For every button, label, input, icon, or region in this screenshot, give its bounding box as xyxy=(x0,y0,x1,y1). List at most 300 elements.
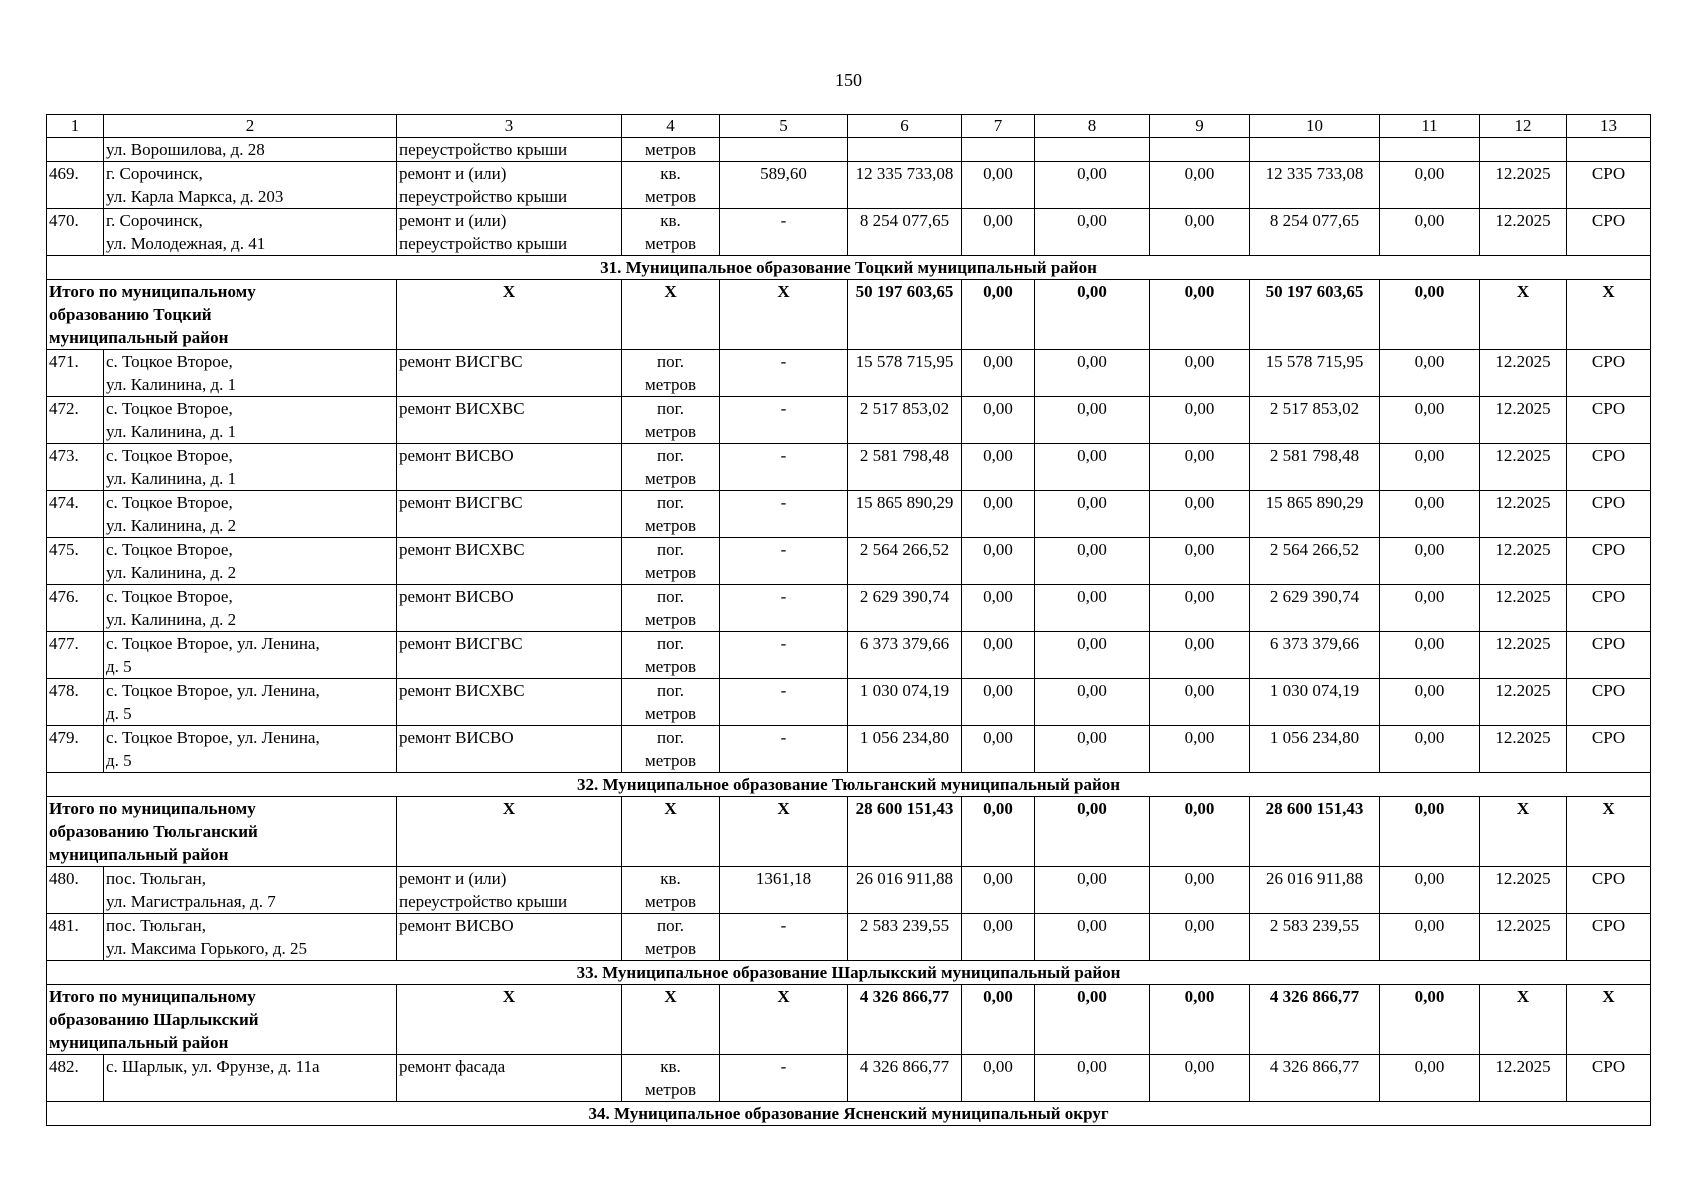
value-cell: 0,00 xyxy=(1150,444,1250,491)
value-cell: 12.2025 xyxy=(1480,632,1567,679)
value-cell: 589,60 xyxy=(720,162,848,209)
cell-line: д. 5 xyxy=(106,751,132,770)
value-cell: - xyxy=(720,444,848,491)
value-cell: 0,00 xyxy=(1380,209,1480,256)
total-cell: 0,00 xyxy=(1380,985,1480,1055)
unit-cell xyxy=(622,350,720,397)
value-cell: 0,00 xyxy=(1380,914,1480,961)
table-row xyxy=(47,350,1651,397)
work-type-cell xyxy=(397,491,622,538)
work-type-cell xyxy=(397,397,622,444)
cell-line: ремонт ВИСВО xyxy=(399,916,514,935)
cell-line: пог. xyxy=(657,634,684,653)
value-cell: 12.2025 xyxy=(1480,444,1567,491)
cell-line: Итого по муниципальному xyxy=(49,987,256,1006)
cell-line: пог. xyxy=(657,916,684,935)
page-number: 150 xyxy=(835,70,862,90)
value-cell: 6 373 379,66 xyxy=(1250,632,1380,679)
value-cell: 15 865 890,29 xyxy=(1250,491,1380,538)
value-cell: 0,00 xyxy=(1150,867,1250,914)
total-cell: 50 197 603,65 xyxy=(1250,280,1380,350)
unit-cell xyxy=(622,632,720,679)
cell-line: переустройство крыши xyxy=(399,140,568,159)
cell-line: кв. xyxy=(660,1057,681,1076)
total-cell: Х xyxy=(622,797,720,867)
total-cell: 0,00 xyxy=(962,985,1035,1055)
value-cell: 8 254 077,65 xyxy=(1250,209,1380,256)
total-cell: Х xyxy=(1567,797,1651,867)
cell-line: ремонт фасада xyxy=(399,1057,506,1076)
value-cell: 2 581 798,48 xyxy=(1250,444,1380,491)
cell-line: г. Сорочинск, xyxy=(106,164,203,183)
value-cell xyxy=(1150,138,1250,162)
value-cell xyxy=(1380,138,1480,162)
table-row xyxy=(47,397,1651,444)
value-cell: 0,00 xyxy=(1150,632,1250,679)
value-cell: - xyxy=(720,209,848,256)
value-cell xyxy=(720,138,848,162)
column-number-cell: 12 xyxy=(1480,115,1567,138)
work-type-cell xyxy=(397,585,622,632)
category-cell: СРО xyxy=(1567,397,1651,444)
value-cell: 0,00 xyxy=(1035,679,1150,726)
value-cell: 12.2025 xyxy=(1480,679,1567,726)
cell-line: пог. xyxy=(657,681,684,700)
category-cell: СРО xyxy=(1567,914,1651,961)
value-cell: 0,00 xyxy=(1380,444,1480,491)
work-type-cell xyxy=(397,209,622,256)
unit-cell xyxy=(622,397,720,444)
cell-line: переустройство крыши xyxy=(399,234,568,253)
work-type-cell xyxy=(397,679,622,726)
work-type-cell xyxy=(397,1055,622,1102)
address-cell xyxy=(104,350,397,397)
cell-line: Итого по муниципальному xyxy=(49,799,256,818)
category-cell xyxy=(1567,138,1651,162)
value-cell: 0,00 xyxy=(1150,162,1250,209)
unit-cell xyxy=(622,914,720,961)
cell-line: с. Шарлык, ул. Фрунзе, д. 11а xyxy=(106,1057,320,1076)
value-cell: 12 335 733,08 xyxy=(1250,162,1380,209)
cell-line: ул. Молодежная, д. 41 xyxy=(106,234,266,253)
unit-cell xyxy=(622,679,720,726)
address-cell xyxy=(104,491,397,538)
row-number: 479. xyxy=(47,726,104,773)
section-row xyxy=(47,961,1651,985)
value-cell: - xyxy=(720,491,848,538)
unit-cell xyxy=(622,1055,720,1102)
column-number-cell: 10 xyxy=(1250,115,1380,138)
work-type-cell xyxy=(397,867,622,914)
cell-line: ул. Калинина, д. 1 xyxy=(106,422,237,441)
total-cell: 0,00 xyxy=(1150,797,1250,867)
table-row xyxy=(47,914,1651,961)
cell-line: ул. Магистральная, д. 7 xyxy=(106,892,276,911)
cell-line: кв. xyxy=(660,211,681,230)
value-cell: 15 578 715,95 xyxy=(848,350,962,397)
row-number: 482. xyxy=(47,1055,104,1102)
value-cell: 0,00 xyxy=(962,444,1035,491)
value-cell: 1 056 234,80 xyxy=(848,726,962,773)
address-cell xyxy=(104,867,397,914)
value-cell: 12.2025 xyxy=(1480,350,1567,397)
value-cell: 0,00 xyxy=(1380,867,1480,914)
column-number-cell: 6 xyxy=(848,115,962,138)
address-cell xyxy=(104,397,397,444)
total-label xyxy=(47,797,397,867)
cell-line: ул. Калинина, д. 1 xyxy=(106,469,237,488)
value-cell: 0,00 xyxy=(1150,209,1250,256)
unit-cell xyxy=(622,867,720,914)
column-number-cell: 13 xyxy=(1567,115,1651,138)
cell-line: кв. xyxy=(660,164,681,183)
value-cell: 0,00 xyxy=(1380,632,1480,679)
value-cell: 26 016 911,88 xyxy=(1250,867,1380,914)
value-cell xyxy=(1250,138,1380,162)
column-number-cell: 5 xyxy=(720,115,848,138)
cell-line: ул. Максима Горького, д. 25 xyxy=(106,939,307,958)
value-cell: - xyxy=(720,350,848,397)
value-cell: 0,00 xyxy=(1150,350,1250,397)
total-cell: 0,00 xyxy=(1380,280,1480,350)
cell-line: ремонт ВИСХВС xyxy=(399,681,525,700)
value-cell: 12.2025 xyxy=(1480,491,1567,538)
total-row xyxy=(47,280,1651,350)
value-cell: 0,00 xyxy=(1380,585,1480,632)
section-title: 32. Муниципальное образование Тюльганский муниципальный район xyxy=(47,773,1651,797)
cell-line: метров xyxy=(645,516,696,535)
address-cell xyxy=(104,585,397,632)
table-row xyxy=(47,138,1651,162)
section-row xyxy=(47,1102,1651,1126)
unit-cell xyxy=(622,444,720,491)
address-cell xyxy=(104,679,397,726)
cell-line: метров xyxy=(645,892,696,911)
value-cell: - xyxy=(720,726,848,773)
cell-line: метров xyxy=(645,657,696,676)
total-label xyxy=(47,985,397,1055)
column-number-cell: 2 xyxy=(104,115,397,138)
value-cell: 0,00 xyxy=(1150,914,1250,961)
cell-line: с. Тоцкое Второе, xyxy=(106,399,233,418)
cell-line: пог. xyxy=(657,728,684,747)
total-cell: 4 326 866,77 xyxy=(1250,985,1380,1055)
total-cell: Х xyxy=(622,280,720,350)
value-cell: 0,00 xyxy=(962,538,1035,585)
column-number-cell: 11 xyxy=(1380,115,1480,138)
cell-line: д. 5 xyxy=(106,704,132,723)
value-cell: - xyxy=(720,914,848,961)
value-cell: 0,00 xyxy=(1035,350,1150,397)
column-number-cell: 4 xyxy=(622,115,720,138)
total-row xyxy=(47,985,1651,1055)
total-cell: Х xyxy=(720,985,848,1055)
address-cell xyxy=(104,914,397,961)
repair-schedule-table xyxy=(46,114,1651,1126)
cell-line: с. Тоцкое Второе, xyxy=(106,587,233,606)
value-cell: 0,00 xyxy=(1150,491,1250,538)
table-row xyxy=(47,1055,1651,1102)
address-cell xyxy=(104,162,397,209)
cell-line: метров xyxy=(645,939,696,958)
cell-line: метров xyxy=(645,469,696,488)
cell-line: ремонт ВИСГВС xyxy=(399,493,523,512)
unit-cell xyxy=(622,585,720,632)
value-cell: 0,00 xyxy=(1380,538,1480,585)
cell-line: ул. Калинина, д. 2 xyxy=(106,563,237,582)
column-number-cell: 1 xyxy=(47,115,104,138)
value-cell: 0,00 xyxy=(962,632,1035,679)
total-cell: 0,00 xyxy=(1035,280,1150,350)
total-cell: 4 326 866,77 xyxy=(848,985,962,1055)
unit-cell xyxy=(622,209,720,256)
value-cell: 2 583 239,55 xyxy=(848,914,962,961)
address-cell xyxy=(104,1055,397,1102)
category-cell: СРО xyxy=(1567,585,1651,632)
cell-line: ул. Ворошилова, д. 28 xyxy=(106,140,265,159)
table-row xyxy=(47,538,1651,585)
total-cell: Х xyxy=(1567,985,1651,1055)
table-row xyxy=(47,679,1651,726)
column-number-cell: 3 xyxy=(397,115,622,138)
table-row xyxy=(47,209,1651,256)
cell-line: с. Тоцкое Второе, ул. Ленина, xyxy=(106,681,320,700)
cell-line: пос. Тюльган, xyxy=(106,916,206,935)
total-cell: Х xyxy=(1480,797,1567,867)
category-cell: СРО xyxy=(1567,632,1651,679)
value-cell: 0,00 xyxy=(1380,1055,1480,1102)
total-cell: 0,00 xyxy=(1380,797,1480,867)
column-number-cell: 8 xyxy=(1035,115,1150,138)
cell-line: ремонт и (или) xyxy=(399,164,507,183)
work-type-cell xyxy=(397,914,622,961)
value-cell: 0,00 xyxy=(962,867,1035,914)
section-row xyxy=(47,773,1651,797)
total-cell: Х xyxy=(622,985,720,1055)
cell-line: пог. xyxy=(657,587,684,606)
value-cell: 0,00 xyxy=(1150,585,1250,632)
table-row xyxy=(47,585,1651,632)
section-title: 33. Муниципальное образование Шарлыкский муниципальный район xyxy=(47,961,1651,985)
value-cell: 0,00 xyxy=(1150,679,1250,726)
address-cell xyxy=(104,138,397,162)
value-cell: 0,00 xyxy=(1035,914,1150,961)
table-row xyxy=(47,632,1651,679)
value-cell: 12.2025 xyxy=(1480,585,1567,632)
total-cell: 0,00 xyxy=(1035,797,1150,867)
work-type-cell xyxy=(397,138,622,162)
cell-line: пог. xyxy=(657,399,684,418)
value-cell: 2 517 853,02 xyxy=(848,397,962,444)
value-cell: 0,00 xyxy=(1035,585,1150,632)
value-cell: 0,00 xyxy=(962,397,1035,444)
value-cell: 0,00 xyxy=(962,491,1035,538)
cell-line: ремонт ВИСГВС xyxy=(399,352,523,371)
cell-line: Итого по муниципальному xyxy=(49,282,256,301)
value-cell: 0,00 xyxy=(1035,726,1150,773)
cell-line: муниципальный район xyxy=(49,1033,229,1052)
cell-line: г. Сорочинск, xyxy=(106,211,203,230)
value-cell: 0,00 xyxy=(1150,1055,1250,1102)
work-type-cell xyxy=(397,350,622,397)
category-cell: СРО xyxy=(1567,538,1651,585)
total-cell: Х xyxy=(1567,280,1651,350)
value-cell: - xyxy=(720,1055,848,1102)
table-row xyxy=(47,726,1651,773)
cell-line: метров xyxy=(645,610,696,629)
cell-line: метров xyxy=(645,375,696,394)
value-cell: 2 583 239,55 xyxy=(1250,914,1380,961)
value-cell: 12.2025 xyxy=(1480,1055,1567,1102)
value-cell: 0,00 xyxy=(962,914,1035,961)
table-row xyxy=(47,867,1651,914)
cell-line: с. Тоцкое Второе, xyxy=(106,446,233,465)
table-row xyxy=(47,491,1651,538)
cell-line: с. Тоцкое Второе, xyxy=(106,493,233,512)
cell-line: образованию Тоцкий xyxy=(49,305,212,324)
value-cell: 0,00 xyxy=(962,162,1035,209)
value-cell: 0,00 xyxy=(962,209,1035,256)
value-cell: 0,00 xyxy=(962,350,1035,397)
value-cell: 6 373 379,66 xyxy=(848,632,962,679)
value-cell xyxy=(962,138,1035,162)
category-cell: СРО xyxy=(1567,350,1651,397)
cell-line: метров xyxy=(645,1080,696,1099)
value-cell: 15 578 715,95 xyxy=(1250,350,1380,397)
section-title: 31. Муниципальное образование Тоцкий муниципальный район xyxy=(47,256,1651,280)
row-number: 477. xyxy=(47,632,104,679)
total-cell: Х xyxy=(720,280,848,350)
value-cell: 0,00 xyxy=(1035,397,1150,444)
value-cell: 1361,18 xyxy=(720,867,848,914)
row-number: 473. xyxy=(47,444,104,491)
value-cell: 12.2025 xyxy=(1480,538,1567,585)
cell-line: с. Тоцкое Второе, xyxy=(106,352,233,371)
section-row xyxy=(47,256,1651,280)
cell-line: метров xyxy=(645,140,696,159)
row-number: 475. xyxy=(47,538,104,585)
value-cell xyxy=(848,138,962,162)
total-cell: 0,00 xyxy=(1035,985,1150,1055)
column-number-cell: 9 xyxy=(1150,115,1250,138)
cell-line: муниципальный район xyxy=(49,328,229,347)
value-cell: 0,00 xyxy=(1380,162,1480,209)
address-cell xyxy=(104,538,397,585)
work-type-cell xyxy=(397,162,622,209)
work-type-cell xyxy=(397,538,622,585)
unit-cell xyxy=(622,538,720,585)
value-cell: - xyxy=(720,397,848,444)
category-cell: СРО xyxy=(1567,162,1651,209)
cell-line: пог. xyxy=(657,352,684,371)
value-cell: 12 335 733,08 xyxy=(848,162,962,209)
category-cell: СРО xyxy=(1567,679,1651,726)
value-cell: 2 581 798,48 xyxy=(848,444,962,491)
table-row xyxy=(47,444,1651,491)
value-cell: 0,00 xyxy=(1035,444,1150,491)
work-type-cell xyxy=(397,726,622,773)
cell-line: кв. xyxy=(660,869,681,888)
cell-line: ремонт и (или) xyxy=(399,869,507,888)
cell-line: д. 5 xyxy=(106,657,132,676)
value-cell xyxy=(1480,138,1567,162)
value-cell: 0,00 xyxy=(1380,491,1480,538)
value-cell: 0,00 xyxy=(1150,726,1250,773)
value-cell: 1 030 074,19 xyxy=(1250,679,1380,726)
cell-line: муниципальный район xyxy=(49,845,229,864)
value-cell: 0,00 xyxy=(1035,538,1150,585)
cell-line: ремонт и (или) xyxy=(399,211,507,230)
table-row xyxy=(47,162,1651,209)
value-cell: - xyxy=(720,679,848,726)
unit-cell xyxy=(622,491,720,538)
cell-line: метров xyxy=(645,234,696,253)
row-number: 474. xyxy=(47,491,104,538)
value-cell: 12.2025 xyxy=(1480,726,1567,773)
cell-line: переустройство крыши xyxy=(399,187,568,206)
value-cell: 0,00 xyxy=(1035,491,1150,538)
cell-line: ул. Карла Маркса, д. 203 xyxy=(106,187,284,206)
value-cell: - xyxy=(720,585,848,632)
cell-line: ул. Калинина, д. 2 xyxy=(106,516,237,535)
value-cell: 12.2025 xyxy=(1480,867,1567,914)
unit-cell xyxy=(622,138,720,162)
total-cell: 28 600 151,43 xyxy=(1250,797,1380,867)
cell-line: метров xyxy=(645,563,696,582)
value-cell: 0,00 xyxy=(962,679,1035,726)
value-cell: 4 326 866,77 xyxy=(848,1055,962,1102)
row-number: 476. xyxy=(47,585,104,632)
value-cell: 0,00 xyxy=(1380,679,1480,726)
address-cell xyxy=(104,726,397,773)
cell-line: ремонт ВИСВО xyxy=(399,587,514,606)
cell-line: ремонт ВИСХВС xyxy=(399,399,525,418)
total-cell: Х xyxy=(397,985,622,1055)
total-cell: 0,00 xyxy=(1150,280,1250,350)
cell-line: метров xyxy=(645,751,696,770)
cell-line: с. Тоцкое Второе, ул. Ленина, xyxy=(106,728,320,747)
cell-line: ремонт ВИСГВС xyxy=(399,634,523,653)
total-cell: Х xyxy=(397,280,622,350)
cell-line: пос. Тюльган, xyxy=(106,869,206,888)
row-number: 481. xyxy=(47,914,104,961)
cell-line: переустройство крыши xyxy=(399,892,568,911)
value-cell: 12.2025 xyxy=(1480,162,1567,209)
address-cell xyxy=(104,444,397,491)
total-cell: 0,00 xyxy=(962,797,1035,867)
row-number: 470. xyxy=(47,209,104,256)
value-cell xyxy=(1035,138,1150,162)
value-cell: 0,00 xyxy=(1150,397,1250,444)
unit-cell xyxy=(622,162,720,209)
work-type-cell xyxy=(397,632,622,679)
value-cell: - xyxy=(720,632,848,679)
value-cell: 1 030 074,19 xyxy=(848,679,962,726)
cell-line: ремонт ВИСВО xyxy=(399,728,514,747)
value-cell: 2 629 390,74 xyxy=(1250,585,1380,632)
value-cell: 12.2025 xyxy=(1480,914,1567,961)
value-cell: 0,00 xyxy=(1150,538,1250,585)
value-cell: 0,00 xyxy=(1035,632,1150,679)
row-number: 471. xyxy=(47,350,104,397)
row-number: 472. xyxy=(47,397,104,444)
value-cell: - xyxy=(720,538,848,585)
cell-line: ремонт ВИСХВС xyxy=(399,540,525,559)
column-number-cell: 7 xyxy=(962,115,1035,138)
value-cell: 2 564 266,52 xyxy=(1250,538,1380,585)
total-cell: 50 197 603,65 xyxy=(848,280,962,350)
work-type-cell xyxy=(397,444,622,491)
